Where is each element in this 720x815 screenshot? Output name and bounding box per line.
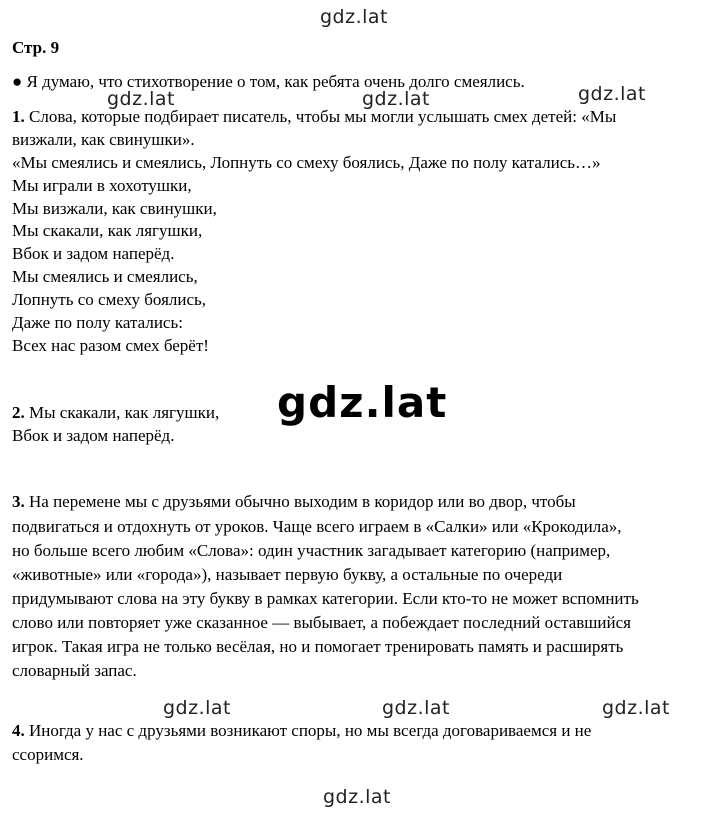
- watermark-row2-left: gdz.lat: [163, 697, 232, 719]
- q3-line: «животные» или «города»), называет первую букву, а остальные по очереди: [12, 565, 563, 584]
- watermark-bottom: gdz.lat: [323, 786, 392, 808]
- q1-line-1: [12, 107, 616, 127]
- q4-number: 4.: [12, 721, 25, 740]
- q2-number: 2.: [12, 403, 25, 422]
- intro-line: ● Я думаю, что стихотворение о том, как ребята очень долго смеялись.: [12, 72, 525, 91]
- q3-line: придумывают слова на эту букву в рамках категории. Если кто-то не может вспомнить: [12, 589, 639, 608]
- poem-line: Мы играли в хохотушки,: [12, 176, 192, 195]
- poem-line: Мы визжали, как свинушки,: [12, 199, 217, 218]
- poem-line: Мы смеялись и смеялись,: [12, 267, 198, 286]
- poem-line: Лопнуть со смеху боялись,: [12, 290, 207, 309]
- q4-text-1: Иногда у нас с друзьями возникают споры, но мы всегда договариваемся и не: [29, 721, 592, 740]
- q1-number: 1.: [12, 107, 25, 126]
- page-title: Стр. 9: [12, 38, 60, 57]
- q3-line: игрок. Такая игра не только весёлая, но и помогает тренировать память и расширять: [12, 637, 624, 656]
- watermark-row2-right: gdz.lat: [602, 697, 671, 719]
- q1-text-1: Слова, которые подбирает писатель, чтобы мы могли услышать смех детей: «Мы: [29, 107, 617, 126]
- q1-line-2: визжали, как свинушки».: [12, 130, 195, 149]
- poem-line: Всех нас разом смех берёт!: [12, 336, 209, 355]
- poem-line: Вбок и задом наперёд.: [12, 244, 175, 263]
- q4-line-2: ссоримся.: [12, 745, 84, 764]
- watermark-row2-mid: gdz.lat: [382, 697, 451, 719]
- q2-line-1: [12, 403, 219, 423]
- q3-line: подвигаться и отдохнуть от уроков. Чаще всего играем в «Салки» или «Крокодила»,: [12, 517, 622, 536]
- q4-line-1: [12, 721, 591, 741]
- q3-line: но больше всего любим «Слова»: один участник загадывает категорию (например,: [12, 541, 611, 560]
- watermark-top: gdz.lat: [320, 6, 389, 28]
- q3-text-1: На перемене мы с друзьями обычно выходим в коридор или во двор, чтобы: [29, 492, 576, 511]
- q2-line-2: Вбок и задом наперёд.: [12, 426, 175, 445]
- q1-line-3: «Мы смеялись и смеялись, Лопнуть со смеху боялись, Даже по полу катались…»: [12, 153, 601, 172]
- poem-line: Даже по полу катались:: [12, 313, 183, 332]
- watermark-center-big: gdz.lat: [277, 378, 448, 427]
- q3-line: слово или повторяет уже сказанное — выбывает, а побеждает последний оставшийся: [12, 613, 631, 632]
- watermark-row1-mid: gdz.lat: [362, 88, 431, 110]
- poem-line: Мы скакали, как лягушки,: [12, 221, 203, 240]
- q2-text-1: Мы скакали, как лягушки,: [29, 403, 220, 422]
- q3-number: 3.: [12, 492, 25, 511]
- watermark-row1-right: gdz.lat: [578, 83, 647, 105]
- q3-line-1: [12, 492, 576, 512]
- q3-line: словарный запас.: [12, 661, 137, 680]
- watermark-row1-left: gdz.lat: [107, 88, 176, 110]
